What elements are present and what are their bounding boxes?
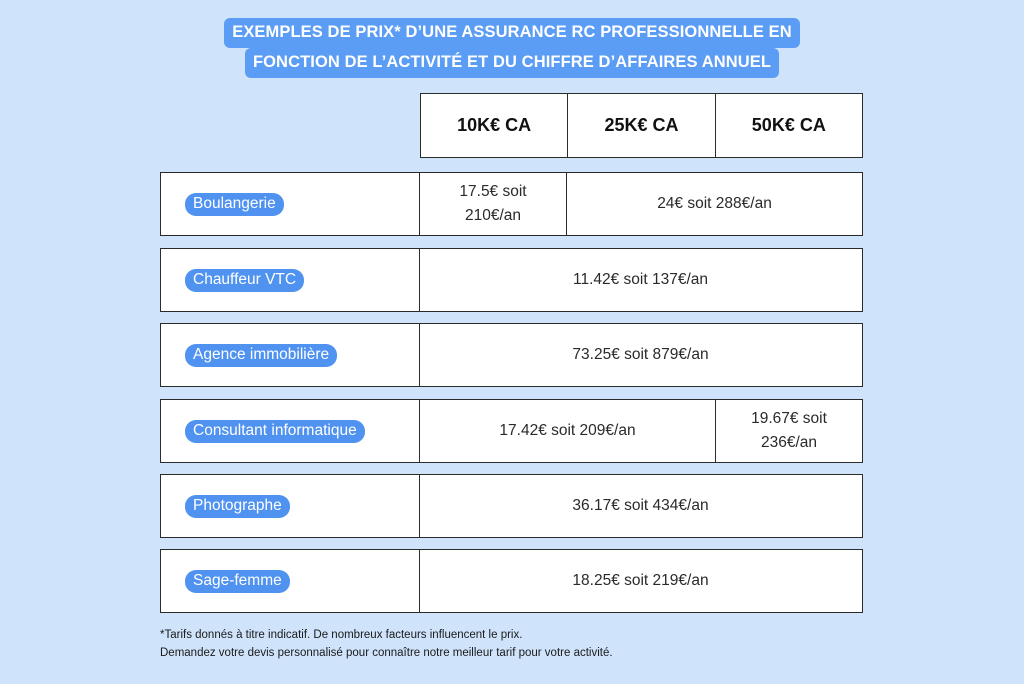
table-row-boulangerie — [160, 172, 863, 236]
row-values — [420, 324, 862, 386]
activity-badge-sage-femme: Sage-femme — [185, 570, 290, 593]
price-50k-line2: 236€/an — [760, 434, 818, 451]
footnote — [160, 626, 613, 662]
price-all-cell: 18.25€ soit 219€/an — [572, 572, 709, 589]
price-10k-line1: 17.5€ soit — [459, 183, 527, 200]
price-all-cell: 11.42€ soit 137€/an — [572, 271, 709, 288]
row-label-cell — [161, 324, 420, 386]
row-values — [420, 249, 862, 311]
row-values — [420, 400, 862, 462]
column-headers — [420, 93, 863, 158]
row-label-cell — [161, 550, 420, 612]
price-25k-50k-cell: 24€ soit 288€/an — [657, 195, 772, 212]
table-row-consultant-informatique — [160, 399, 863, 463]
table-row-chauffeur-vtc — [160, 248, 863, 312]
title-line-1: EXEMPLES DE PRIX* D’UNE ASSURANCE RC PROFESSIONNELLE EN — [224, 18, 800, 48]
column-header-10k: 10K€ CA — [457, 115, 532, 135]
title-line-2: FONCTION DE L’ACTIVITÉ ET DU CHIFFRE D’AFFAIRES ANNUEL — [245, 48, 779, 78]
page-title — [0, 18, 1024, 78]
table-row-sage-femme — [160, 549, 863, 613]
activity-badge-consultant-informatique: Consultant informatique — [185, 420, 365, 443]
price-all-cell: 73.25€ soit 879€/an — [572, 346, 709, 363]
row-values — [420, 475, 862, 537]
price-all-cell: 36.17€ soit 434€/an — [572, 497, 709, 514]
price-10k-25k-cell: 17.42€ soit 209€/an — [420, 400, 716, 462]
column-header-25k: 25K€ CA — [567, 94, 714, 157]
row-label-cell — [161, 249, 420, 311]
footnote-line-1: *Tarifs donnés à titre indicatif. De nombreux facteurs influencent le prix. — [160, 629, 523, 641]
activity-badge-agence-immobiliere: Agence immobilière — [185, 344, 337, 367]
price-50k-cell — [716, 400, 862, 462]
table-row-agence-immobiliere — [160, 323, 863, 387]
column-header-50k: 50K€ CA — [715, 94, 862, 157]
row-label-cell — [161, 173, 420, 235]
table-row-photographe — [160, 474, 863, 538]
activity-badge-photographe: Photographe — [185, 495, 290, 518]
activity-badge-chauffeur-vtc: Chauffeur VTC — [185, 269, 304, 292]
row-label-cell — [161, 475, 420, 537]
activity-badge-boulangerie: Boulangerie — [185, 193, 284, 216]
price-10k-cell — [420, 173, 567, 235]
row-values — [420, 173, 862, 235]
footnote-line-2: Demandez votre devis personnalisé pour connaître notre meilleur tarif pour votre activité. — [160, 647, 613, 659]
price-10k-line2: 210€/an — [464, 207, 522, 224]
price-50k-line1: 19.67€ soit — [751, 410, 827, 427]
row-values — [420, 550, 862, 612]
row-label-cell — [161, 400, 420, 462]
